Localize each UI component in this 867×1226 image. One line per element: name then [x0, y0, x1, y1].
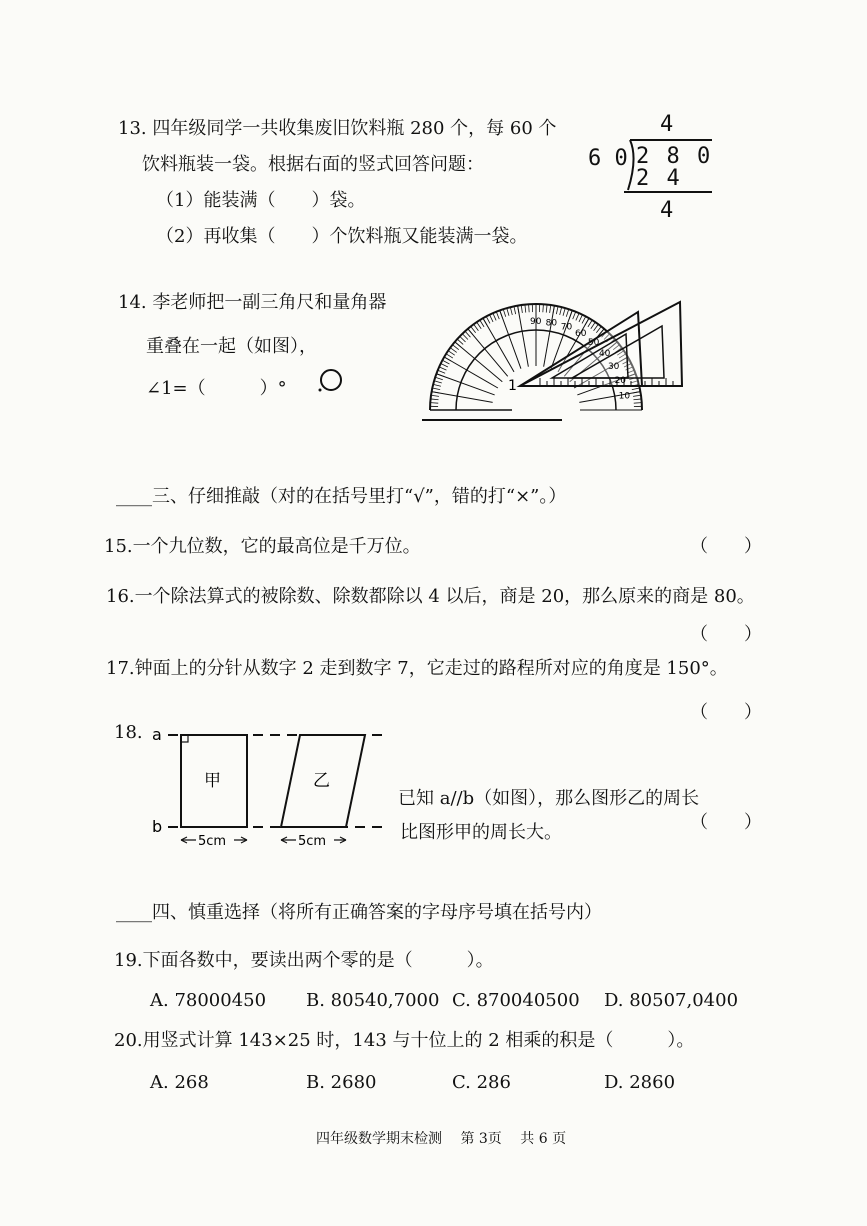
- protractor-ray: [518, 306, 529, 367]
- protractor-minor-tick: [439, 367, 446, 370]
- width-yi-label: 5cm: [298, 834, 327, 849]
- q13-line2: 饮料瓶装一袋。根据右面的竖式回答问题：: [142, 154, 484, 175]
- protractor-minor-tick: [591, 322, 595, 329]
- q16-text: 16.一个除法算式的被除数、除数都除以 4 以后，商是 20，那么原来的商是 80。: [106, 586, 755, 607]
- protractor-ray: [432, 392, 493, 403]
- protractor-minor-tick: [465, 331, 470, 337]
- protractor-minor-tick: [496, 312, 499, 319]
- q19-option-b[interactable]: B. 80540,7000: [306, 990, 440, 1011]
- protractor-minor-tick: [579, 315, 583, 322]
- protractor-minor-tick: [546, 305, 547, 313]
- protractor-mark-label: 70: [560, 322, 573, 333]
- protractor-minor-tick: [633, 395, 641, 396]
- protractor-minor-tick: [493, 313, 496, 320]
- q20-option-b[interactable]: B. 2680: [306, 1072, 377, 1093]
- protractor-minor-tick: [503, 309, 505, 317]
- protractor-ray: [544, 306, 555, 367]
- shape-yi-label: 乙: [313, 771, 330, 791]
- q14-line2: 重叠在一起（如图），: [146, 336, 317, 357]
- protractor-mark-label: 40: [598, 349, 611, 360]
- q20-option-a[interactable]: A. 268: [150, 1072, 209, 1093]
- division-remainder: 4: [660, 198, 674, 223]
- protractor-minor-tick: [632, 388, 640, 390]
- line-b-label: b: [152, 817, 163, 836]
- protractor-mark-label: 10: [618, 391, 631, 402]
- q18-answer[interactable]: （ ）: [690, 812, 762, 833]
- division-bracket: [0, 0, 867, 260]
- protractor-minor-tick: [566, 309, 568, 317]
- protractor-minor-tick: [570, 310, 573, 318]
- page-footer: 四年级数学期末检测 第 3页 共 6 页: [316, 1131, 567, 1147]
- protractor-minor-tick: [500, 310, 503, 318]
- protractor-minor-tick: [468, 329, 473, 335]
- protractor-minor-tick: [573, 312, 576, 319]
- q17-answer[interactable]: （ ）: [690, 702, 762, 723]
- q19-option-a[interactable]: A. 78000450: [150, 990, 267, 1011]
- protractor-minor-tick: [529, 304, 530, 312]
- line-a-label: a: [152, 725, 162, 744]
- q16-answer[interactable]: （ ）: [690, 624, 762, 645]
- protractor-minor-tick: [446, 354, 453, 358]
- protractor-minor-tick: [436, 374, 444, 377]
- q19-option-d[interactable]: D. 80507,0400: [604, 990, 739, 1011]
- section3-title: ____三、仔细推敲（对的在括号里打“√”，错的打“×”。）: [116, 486, 567, 507]
- protractor-minor-tick: [596, 326, 601, 332]
- protractor-minor-tick: [455, 342, 461, 347]
- q13-line1: 13. 四年级同学一共收集废旧饮料瓶 280 个，每 60 个: [118, 118, 557, 139]
- shape-jia-label: 甲: [204, 771, 221, 791]
- q20-option-d[interactable]: D. 2860: [604, 1072, 676, 1093]
- protractor-minor-tick: [634, 403, 642, 404]
- protractor-figure: [412, 282, 692, 432]
- protractor-minor-tick: [435, 377, 443, 379]
- q15-answer[interactable]: （ ）: [690, 536, 762, 557]
- protractor-minor-tick: [521, 305, 522, 313]
- protractor-minor-tick: [550, 305, 551, 313]
- protractor-minor-tick: [444, 357, 451, 361]
- protractor-minor-tick: [448, 351, 455, 355]
- protractor-mark-label: 90: [530, 317, 542, 327]
- protractor-minor-tick: [483, 318, 487, 325]
- parallel-lines-figure: [150, 722, 390, 852]
- protractor-minor-tick: [477, 322, 481, 329]
- division-quotient: 4: [660, 112, 674, 137]
- protractor-minor-tick: [543, 304, 544, 312]
- q14-line1: 14. 李老师把一副三角尺和量角器: [118, 292, 387, 313]
- q13-sub2: （2）再收集（ ）个饮料瓶又能装满一袋。: [156, 226, 528, 247]
- protractor-mark-label: 30: [607, 362, 620, 372]
- protractor-ray: [444, 357, 498, 388]
- protractor-minor-tick: [576, 313, 579, 320]
- protractor-minor-tick: [585, 318, 589, 325]
- q18-number: 18.: [114, 722, 143, 743]
- protractor-minor-tick: [510, 307, 512, 315]
- protractor-minor-tick: [633, 399, 641, 400]
- protractor-minor-tick: [556, 306, 558, 314]
- protractor-minor-tick: [563, 308, 565, 316]
- protractor-minor-tick: [486, 316, 490, 323]
- protractor-minor-tick: [430, 403, 438, 404]
- protractor-minor-tick: [490, 315, 494, 322]
- protractor-minor-tick: [560, 307, 562, 315]
- answer-circle: [316, 368, 346, 398]
- protractor-minor-tick: [460, 336, 466, 342]
- q19-option-c[interactable]: C. 870040500: [452, 990, 580, 1011]
- angle-1-label: 1: [508, 378, 517, 394]
- protractor-ray: [579, 392, 640, 403]
- q20-text: 20.用竖式计算 143×25 时，143 与十位上的 2 相乘的积是（ ）。: [114, 1030, 695, 1051]
- protractor-minor-tick: [582, 316, 586, 323]
- protractor-ray: [483, 318, 514, 372]
- protractor-mark-label: 60: [575, 329, 587, 340]
- protractor-mark-label: 50: [587, 338, 600, 349]
- protractor-minor-tick: [438, 370, 445, 373]
- protractor-minor-tick: [432, 388, 440, 390]
- q17-text: 17.钟面上的分针从数字 2 走到数字 7，它走过的路程所对应的角度是 150°。: [106, 658, 728, 679]
- protractor-minor-tick: [434, 381, 442, 383]
- protractor-ray: [500, 310, 521, 368]
- q18-text2: 比图形甲的周长大。: [400, 822, 562, 843]
- protractor-minor-tick: [588, 320, 592, 327]
- protractor-minor-tick: [480, 320, 484, 327]
- protractor-minor-tick: [431, 399, 439, 400]
- protractor-minor-tick: [462, 334, 468, 340]
- protractor-minor-tick: [474, 324, 479, 330]
- protractor-minor-tick: [433, 384, 441, 386]
- protractor-minor-tick: [450, 348, 456, 353]
- protractor-minor-tick: [471, 326, 476, 332]
- width-jia-label: 5cm: [198, 834, 227, 849]
- protractor-minor-tick: [457, 339, 463, 344]
- division-divisor: 6 0: [588, 146, 628, 171]
- protractor-mark-label: 20: [614, 376, 627, 387]
- q19-text: 19.下面各数中，要读出两个零的是（ ）。: [114, 950, 494, 971]
- q13-sub1: （1）能装满（ ）袋。: [156, 190, 366, 211]
- section4-title: ____四、慎重选择（将所有正确答案的字母序号填在括号内）: [116, 902, 602, 923]
- protractor-minor-tick: [514, 306, 516, 314]
- division-dividend: 2 8 0: [636, 144, 713, 169]
- protractor-minor-tick: [507, 308, 509, 316]
- q20-option-c[interactable]: C. 286: [452, 1072, 511, 1093]
- protractor-minor-tick: [442, 360, 449, 364]
- q18-text1: 已知 a//b（如图），那么图形乙的周长: [398, 788, 700, 809]
- q15-text: 15.一个九位数，它的最高位是千万位。: [104, 536, 421, 557]
- protractor-mark-label: 80: [545, 318, 558, 329]
- division-product: 2 4: [636, 166, 682, 191]
- protractor-minor-tick: [452, 345, 458, 350]
- protractor-ray: [436, 374, 494, 395]
- protractor-minor-tick: [441, 364, 448, 368]
- protractor-minor-tick: [431, 395, 439, 396]
- protractor-minor-tick: [594, 324, 599, 330]
- protractor-minor-tick: [525, 305, 526, 313]
- q14-line3: ∠1=（ ）°: [146, 378, 287, 399]
